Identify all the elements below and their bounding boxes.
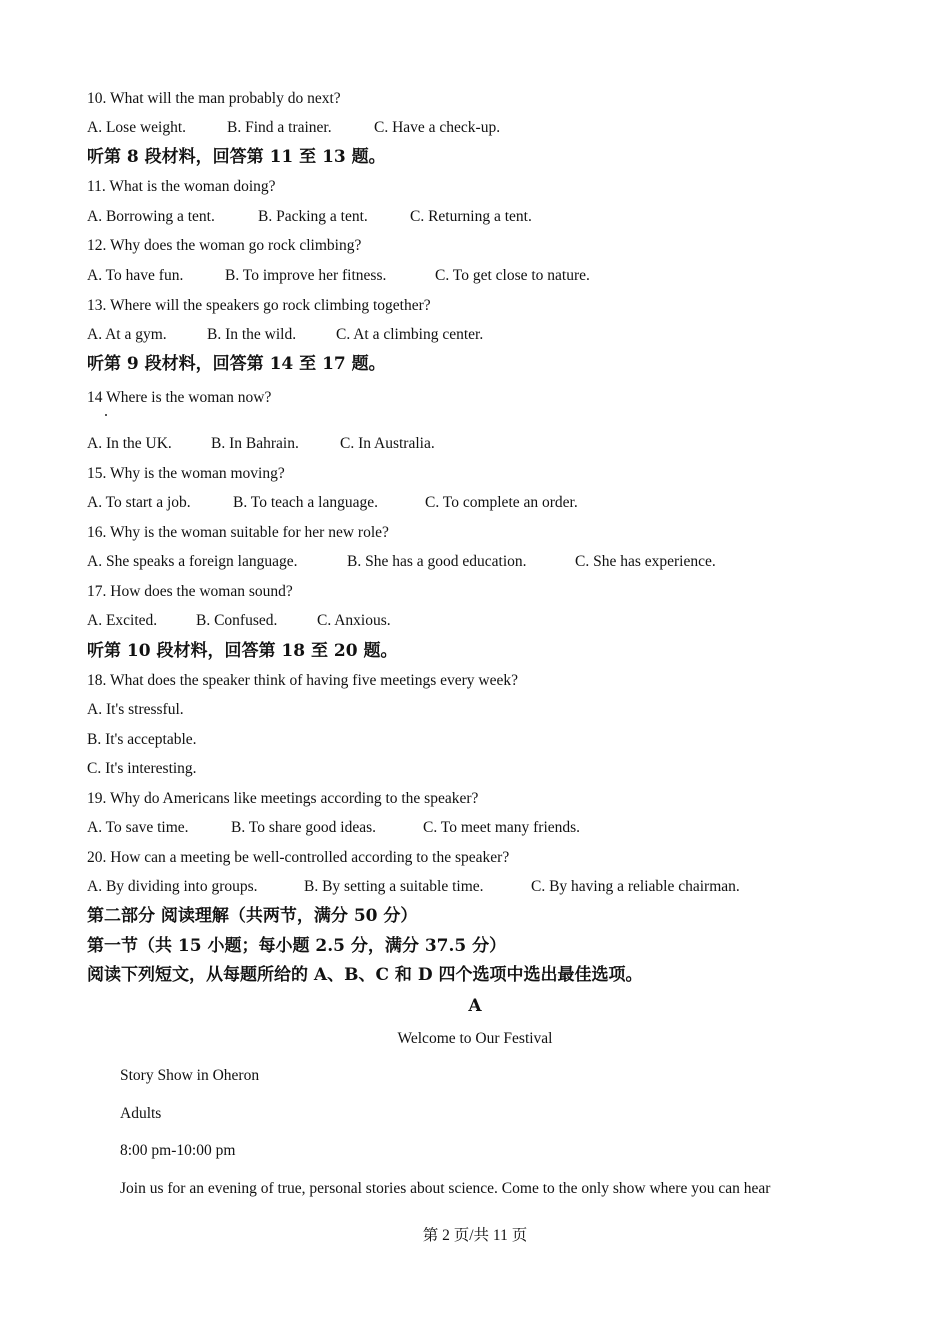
answer-option: A. To have fun. xyxy=(87,267,184,284)
question-line: 16. Why is the woman suitable for her new role? xyxy=(87,524,389,541)
section-heading: 听第 10 段材料，回答第 18 至 20 题。 xyxy=(87,641,398,661)
passage-line: Adults xyxy=(120,1105,162,1122)
answer-option: B. Packing a tent. xyxy=(258,208,368,225)
stray-dot-mark xyxy=(105,414,107,416)
answer-option: C. By having a reliable chairman. xyxy=(531,878,740,895)
passage-line: 8:00 pm-10:00 pm xyxy=(120,1142,236,1159)
answer-option: A. Excited. xyxy=(87,612,158,629)
question-line: 14 Where is the woman now? xyxy=(87,389,272,406)
answer-option: B. She has a good education. xyxy=(347,553,527,570)
answer-option: A. In the UK. xyxy=(87,435,172,452)
question-line: 13. Where will the speakers go rock climbing together? xyxy=(87,297,431,314)
answer-option: A. By dividing into groups. xyxy=(87,878,258,895)
answer-option: A. Lose weight. xyxy=(87,119,187,136)
answer-option: C. She has experience. xyxy=(575,553,716,570)
passage-line: Join us for an evening of true, personal stories about science. Come to the only show where you can hear xyxy=(120,1180,771,1197)
answer-option: B. To teach a language. xyxy=(233,494,378,511)
question-line: 17. How does the woman sound? xyxy=(87,583,293,600)
passage-line: Story Show in Oheron xyxy=(120,1067,260,1084)
answer-option: B. To improve her fitness. xyxy=(225,267,387,284)
answer-option: C. Anxious. xyxy=(317,612,391,629)
question-line: B. It's acceptable. xyxy=(87,731,197,748)
answer-option: B. In the wild. xyxy=(207,326,297,343)
section-heading: 听第 8 段材料，回答第 11 至 13 题。 xyxy=(87,147,386,167)
answer-option: A. To save time. xyxy=(87,819,189,836)
section-heading: 第二部分 阅读理解（共两节，满分 50 分） xyxy=(87,906,418,926)
answer-option: C. To get close to nature. xyxy=(435,267,590,284)
question-line: 12. Why does the woman go rock climbing? xyxy=(87,237,362,254)
answer-option: A. She speaks a foreign language. xyxy=(87,553,298,570)
question-line: A. It's stressful. xyxy=(87,701,184,718)
section-heading: 第一节（共 15 小题；每小题 2.5 分，满分 37.5 分） xyxy=(87,936,507,956)
question-line: C. It's interesting. xyxy=(87,760,197,777)
answer-option: B. Find a trainer. xyxy=(227,119,332,136)
passage-label: A xyxy=(468,996,482,1016)
page-footer: 第 2 页/共 11 页 xyxy=(422,1227,528,1244)
answer-option: B. Confused. xyxy=(196,612,278,629)
answer-option: C. Have a check-up. xyxy=(374,119,501,136)
answer-option: C. To complete an order. xyxy=(425,494,578,511)
question-line: 18. What does the speaker think of having five meetings every week? xyxy=(87,672,518,689)
answer-option: C. At a climbing center. xyxy=(336,326,484,343)
question-line: 11. What is the woman doing? xyxy=(87,178,276,195)
answer-option: A. Borrowing a tent. xyxy=(87,208,215,225)
answer-option: B. To share good ideas. xyxy=(231,819,376,836)
question-line: 19. Why do Americans like meetings according to the speaker? xyxy=(87,790,479,807)
section-heading: 听第 9 段材料，回答第 14 至 17 题。 xyxy=(87,354,386,374)
section-heading: 阅读下列短文，从每题所给的 A、B、C 和 D 四个选项中选出最佳选项。 xyxy=(87,965,643,985)
answer-option: A. At a gym. xyxy=(87,326,167,343)
answer-option: C. To meet many friends. xyxy=(423,819,581,836)
answer-option: A. To start a job. xyxy=(87,494,191,511)
passage-title: Welcome to Our Festival xyxy=(397,1030,553,1047)
question-line: 10. What will the man probably do next? xyxy=(87,90,341,107)
answer-option: C. In Australia. xyxy=(340,435,435,452)
answer-option: C. Returning a tent. xyxy=(410,208,532,225)
answer-option: B. By setting a suitable time. xyxy=(304,878,484,895)
question-line: 20. How can a meeting be well-controlled according to the speaker? xyxy=(87,849,510,866)
question-line: 15. Why is the woman moving? xyxy=(87,465,285,482)
answer-option: B. In Bahrain. xyxy=(211,435,299,452)
